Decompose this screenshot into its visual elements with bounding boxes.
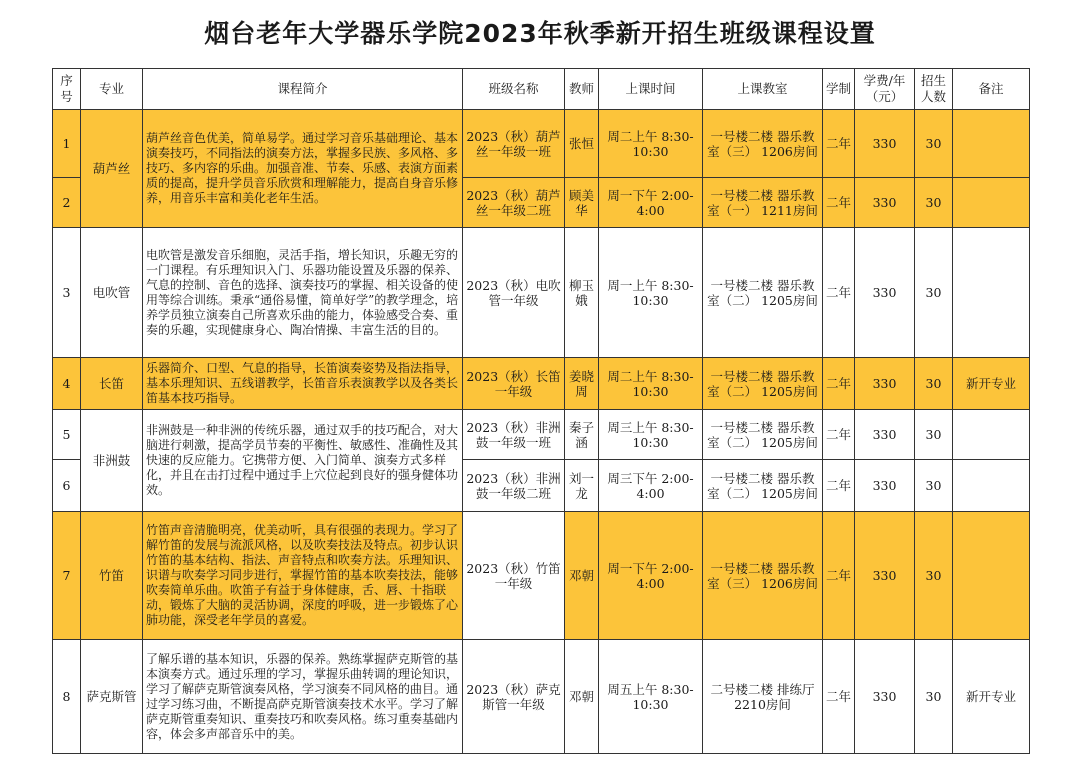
cell-note <box>953 178 1030 228</box>
table-row <box>53 512 1030 640</box>
cell-class-name: 2023（秋）葫芦丝一年级二班 <box>463 178 565 228</box>
cell-quota: 30 <box>915 640 953 754</box>
cell-fee: 330 <box>855 640 915 754</box>
header-duration: 学制 <box>823 69 855 110</box>
cell-duration: 二年 <box>823 460 855 512</box>
cell-teacher: 刘一龙 <box>565 460 599 512</box>
cell-fee: 330 <box>855 410 915 460</box>
cell-teacher: 张恒 <box>565 110 599 178</box>
cell-quota: 30 <box>915 178 953 228</box>
cell-time: 周二上午 8:30-10:30 <box>599 110 703 178</box>
header-quota: 招生人数 <box>915 69 953 110</box>
header-class-name: 班级名称 <box>463 69 565 110</box>
cell-duration: 二年 <box>823 110 855 178</box>
cell-quota: 30 <box>915 110 953 178</box>
cell-room: 二号楼二楼 排练厅 2210房间 <box>703 640 823 754</box>
table-row <box>53 640 1030 754</box>
cell-fee: 330 <box>855 512 915 640</box>
header-intro: 课程简介 <box>143 69 463 110</box>
cell-intro: 葫芦丝音色优美，简单易学。通过学习音乐基础理论、基本演奏技巧，不同指法的演奏方法，掌握多民族、多风格、多技巧、多内容的乐曲。加强音准、节奏、乐感、表演方面素质的提高，提升学员音乐欣赏和理解能力，提高自身音乐修养，用音乐丰富和美化老年生活。 <box>143 110 463 228</box>
cell-teacher: 柳玉娥 <box>565 228 599 358</box>
table-row <box>53 410 1030 460</box>
cell-time: 周三下午 2:00-4:00 <box>599 460 703 512</box>
header-time: 上课时间 <box>599 69 703 110</box>
cell-time: 周一下午 2:00-4:00 <box>599 178 703 228</box>
header-major: 专业 <box>81 69 143 110</box>
cell-fee: 330 <box>855 358 915 410</box>
cell-class-name: 2023（秋）非洲鼓一年级一班 <box>463 410 565 460</box>
cell-class-name: 2023（秋）长笛一年级 <box>463 358 565 410</box>
header-teacher: 教师 <box>565 69 599 110</box>
cell-quota: 30 <box>915 410 953 460</box>
cell-room: 一号楼二楼 器乐教室（二） 1205房间 <box>703 228 823 358</box>
cell-room: 一号楼二楼 器乐教室（二） 1205房间 <box>703 410 823 460</box>
cell-major: 萨克斯管 <box>81 640 143 754</box>
cell-note <box>953 460 1030 512</box>
header-seq: 序号 <box>53 69 81 110</box>
cell-class-name: 2023（秋）竹笛一年级 <box>463 512 565 640</box>
cell-seq: 7 <box>53 512 81 640</box>
cell-fee: 330 <box>855 178 915 228</box>
cell-seq: 1 <box>53 110 81 178</box>
cell-major: 非洲鼓 <box>81 410 143 512</box>
cell-time: 周二上午 8:30-10:30 <box>599 358 703 410</box>
cell-intro: 了解乐谱的基本知识，乐器的保养。熟练掌握萨克斯管的基本演奏方式。通过乐理的学习，掌握乐曲转调的理论知识，学习了解萨克斯管演奏风格，学习演奏不同风格的曲目。通过学习练习曲，不断提高萨克斯管演奏技术水平。学习了解萨克斯管重奏知识、重奏技巧和吹奏风格。练习重奏基础内容，体会多声部音乐中的美。 <box>143 640 463 754</box>
cell-room: 一号楼二楼 器乐教室（三） 1206房间 <box>703 512 823 640</box>
cell-major: 葫芦丝 <box>81 110 143 228</box>
cell-duration: 二年 <box>823 228 855 358</box>
cell-note <box>953 410 1030 460</box>
page-title: 烟台老年大学器乐学院2023年秋季新开招生班级课程设置 <box>204 19 876 48</box>
cell-time: 周五上午 8:30-10:30 <box>599 640 703 754</box>
header-room: 上课教室 <box>703 69 823 110</box>
cell-class-name: 2023（秋）葫芦丝一年级一班 <box>463 110 565 178</box>
cell-major: 长笛 <box>81 358 143 410</box>
cell-class-name: 2023（秋）非洲鼓一年级二班 <box>463 460 565 512</box>
cell-room: 一号楼二楼 器乐教室（三） 1206房间 <box>703 110 823 178</box>
cell-duration: 二年 <box>823 358 855 410</box>
cell-major: 电吹管 <box>81 228 143 358</box>
cell-quota: 30 <box>915 228 953 358</box>
table-row <box>53 110 1030 178</box>
cell-intro: 乐器简介、口型、气息的指导，长笛演奏姿势及指法指导，基本乐理知识、五线谱教学，长笛音乐表演教学以及各类长笛基本技巧指导。 <box>143 358 463 410</box>
cell-seq: 2 <box>53 178 81 228</box>
cell-duration: 二年 <box>823 178 855 228</box>
cell-class-name: 2023（秋）萨克斯管一年级 <box>463 640 565 754</box>
header-fee: 学费/年（元） <box>855 69 915 110</box>
cell-room: 一号楼二楼 器乐教室（二） 1205房间 <box>703 358 823 410</box>
cell-time: 周一下午 2:00-4:00 <box>599 512 703 640</box>
cell-note: 新开专业 <box>953 640 1030 754</box>
cell-note <box>953 228 1030 358</box>
cell-duration: 二年 <box>823 640 855 754</box>
cell-quota: 30 <box>915 358 953 410</box>
cell-note: 新开专业 <box>953 358 1030 410</box>
cell-duration: 二年 <box>823 512 855 640</box>
table-row <box>53 358 1030 410</box>
cell-fee: 330 <box>855 460 915 512</box>
cell-seq: 5 <box>53 410 81 460</box>
cell-intro: 非洲鼓是一种非洲的传统乐器，通过双手的技巧配合，对大脑进行刺激，提高学员节奏的平衡性、敏感性、准确性及其快速的反应能力。它携带方便、入门简单、演奏方式多样化，并且在击打过程中通过手上穴位起到良好的强身健体功效。 <box>143 410 463 512</box>
cell-teacher: 邓朝 <box>565 512 599 640</box>
cell-teacher: 顾美华 <box>565 178 599 228</box>
cell-seq: 8 <box>53 640 81 754</box>
cell-time: 周三上午 8:30-10:30 <box>599 410 703 460</box>
header-note: 备注 <box>953 69 1030 110</box>
cell-seq: 6 <box>53 460 81 512</box>
cell-quota: 30 <box>915 512 953 640</box>
header-row <box>53 69 1030 110</box>
cell-major: 竹笛 <box>81 512 143 640</box>
cell-seq: 4 <box>53 358 81 410</box>
cell-teacher: 邓朝 <box>565 640 599 754</box>
cell-time: 周一上午 8:30-10:30 <box>599 228 703 358</box>
cell-duration: 二年 <box>823 410 855 460</box>
cell-seq: 3 <box>53 228 81 358</box>
cell-note <box>953 110 1030 178</box>
cell-fee: 330 <box>855 228 915 358</box>
cell-fee: 330 <box>855 110 915 178</box>
cell-intro: 竹笛声音清脆明亮，优美动听，具有很强的表现力。学习了解竹笛的发展与流派风格，以及吹奏技法及特点。初步认识竹笛的基本结构、指法、声音特点和吹奏方法。乐理知识、识谱与吹奏学习同步进行，掌握竹笛的基本吹奏技法，能够吹奏简单乐曲。吹笛子有益于身体健康，舌、唇、十指联动，锻炼了大脑的灵活协调，深度的呼吸，进一步锻炼了心肺功能，深受老年学员的喜爱。 <box>143 512 463 640</box>
table-row <box>53 228 1030 358</box>
cell-intro: 电吹管是激发音乐细胞，灵活手指，增长知识，乐趣无穷的一门课程。有乐理知识入门、乐器功能设置及乐器的保养、气息的控制、音色的选择、演奏技巧的掌握、相关设备的使用等综合训练。秉承“通俗易懂，简单好学”的教学理念，培养学员独立演奏自己所喜欢乐曲的能力，体验感受合奏、重奏的乐趣，实现健康身心、陶冶情操、丰富生活的目的。 <box>143 228 463 358</box>
cell-room: 一号楼二楼 器乐教室（二） 1205房间 <box>703 460 823 512</box>
cell-room: 一号楼二楼 器乐教室（一） 1211房间 <box>703 178 823 228</box>
cell-class-name: 2023（秋）电吹管一年级 <box>463 228 565 358</box>
cell-teacher: 秦子涵 <box>565 410 599 460</box>
course-table <box>52 68 1030 754</box>
cell-quota: 30 <box>915 460 953 512</box>
cell-teacher: 姜晓周 <box>565 358 599 410</box>
cell-note <box>953 512 1030 640</box>
